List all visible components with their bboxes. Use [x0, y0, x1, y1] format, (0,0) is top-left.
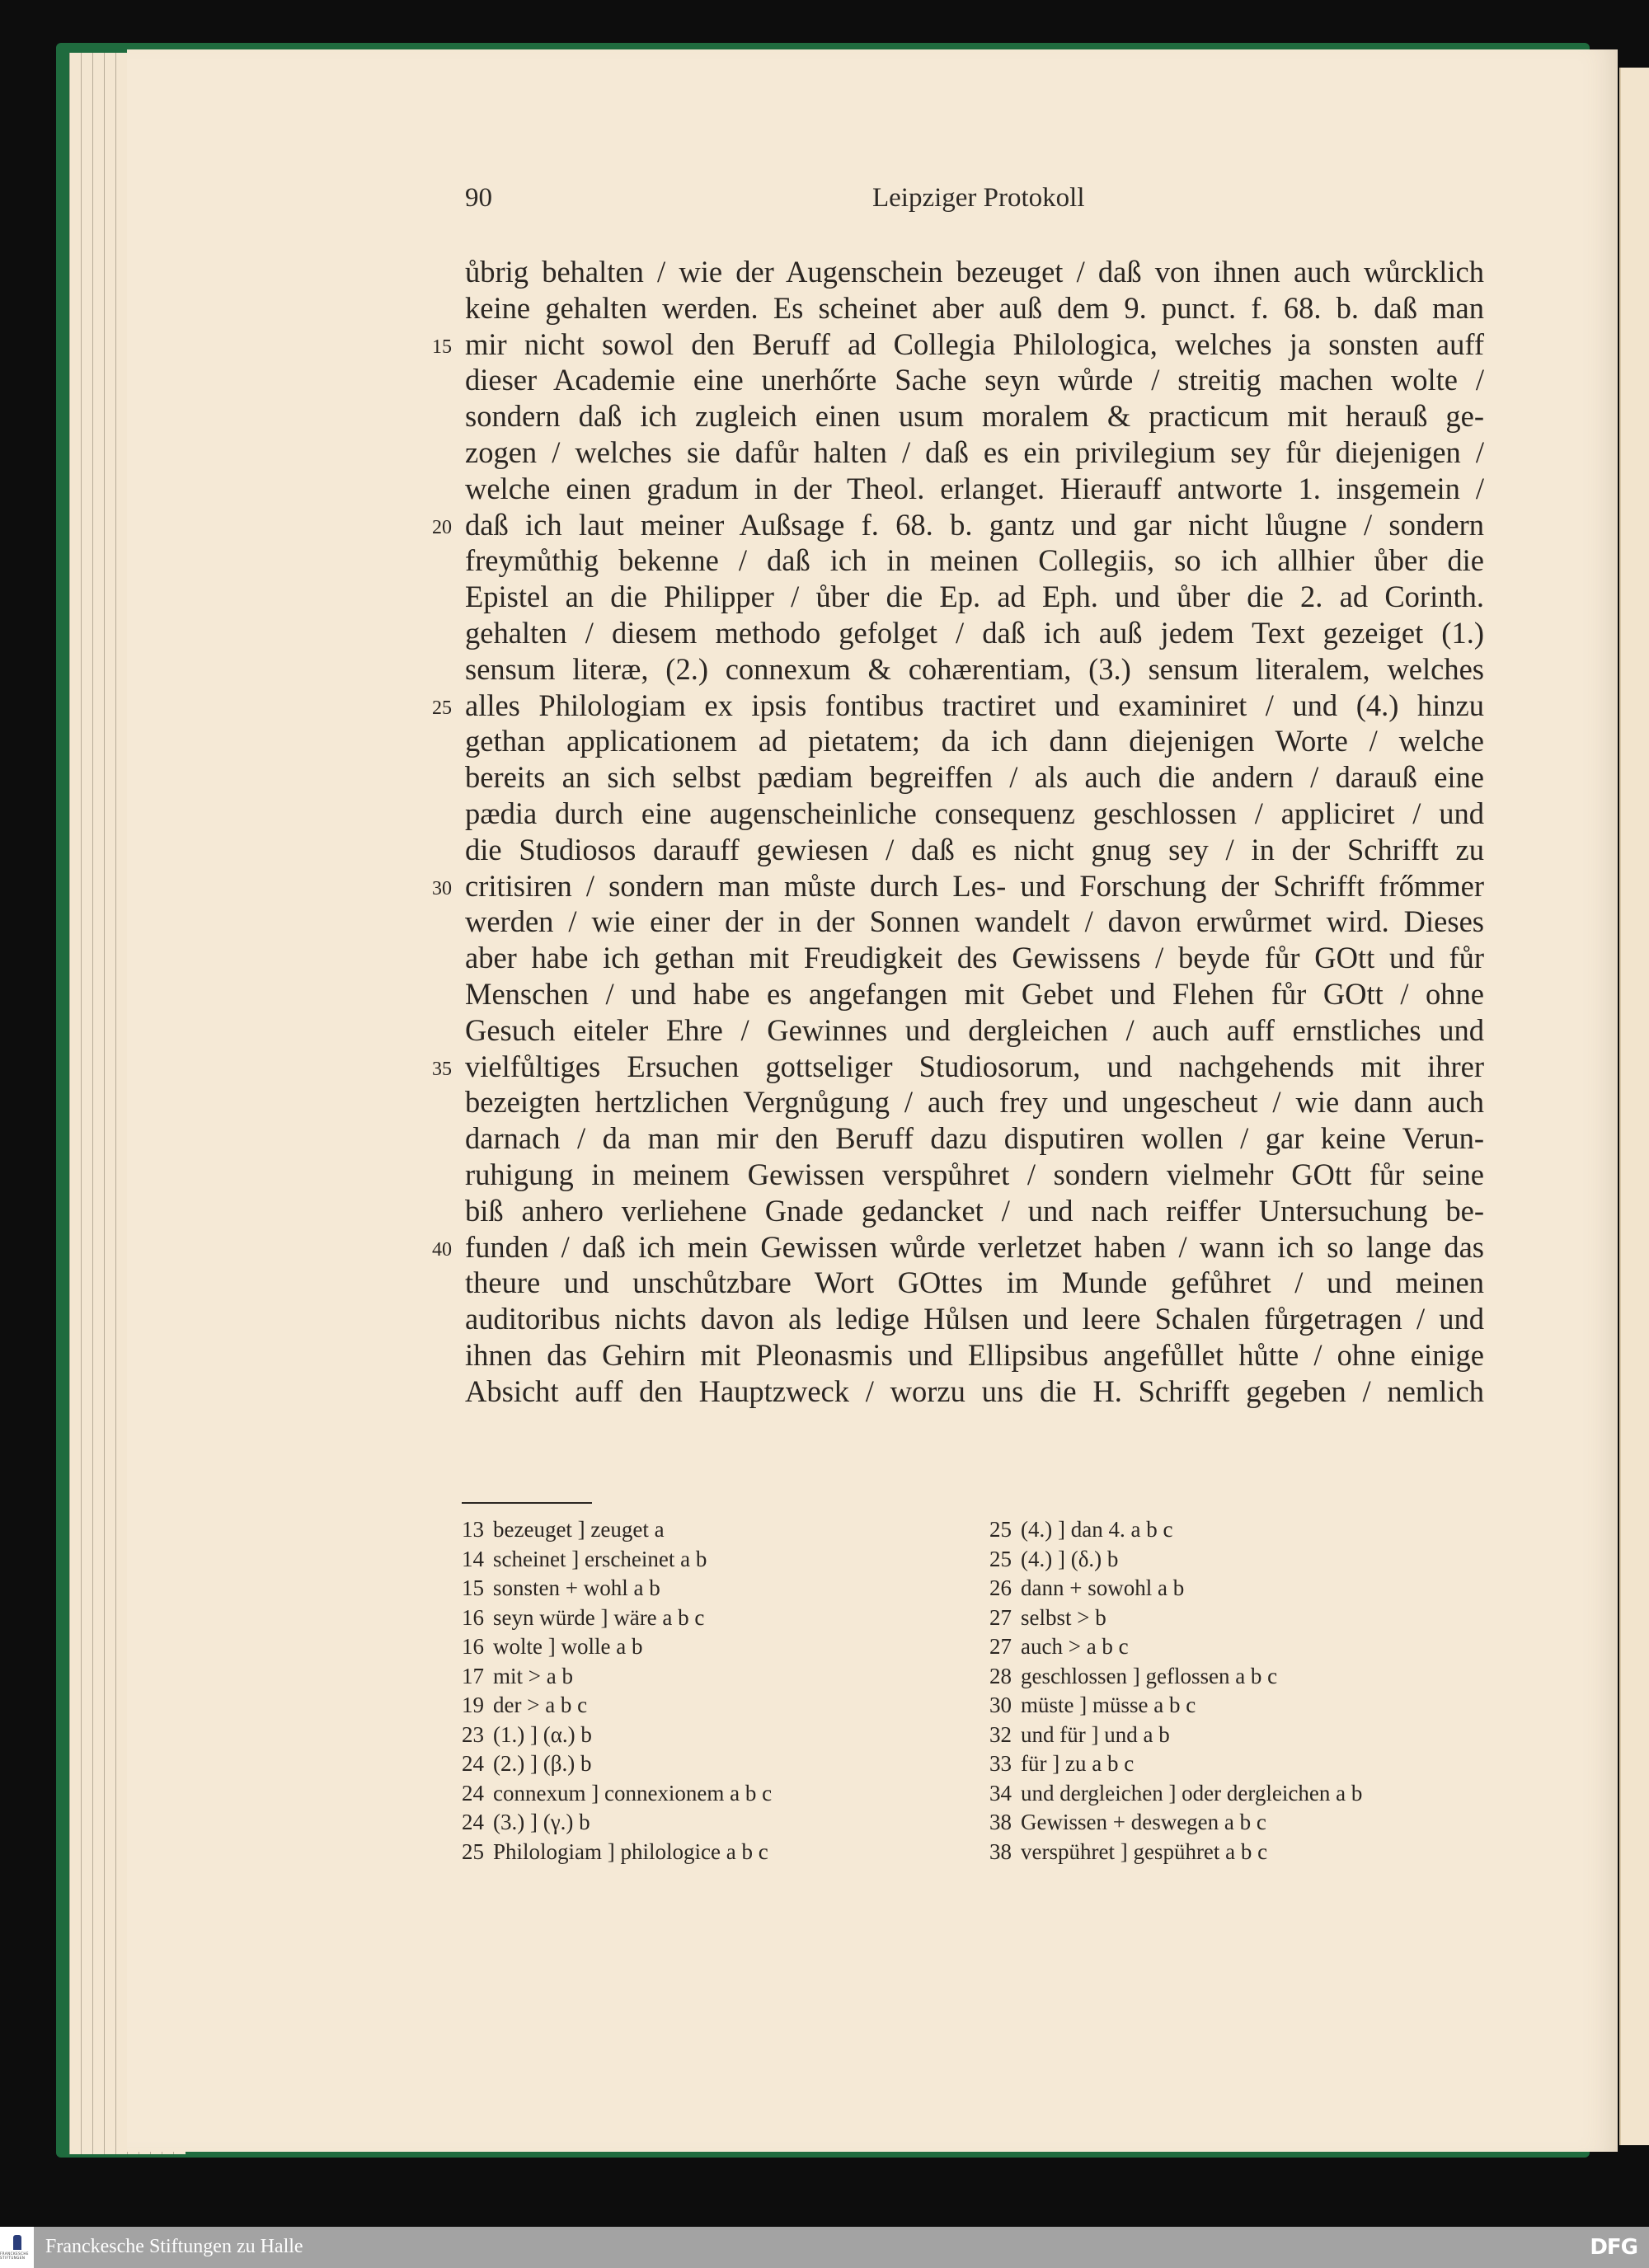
apparatus-reading: seyn würde ] wäre a b c [493, 1604, 705, 1630]
apparatus-reading: scheinet ] erscheinet a b [493, 1546, 707, 1571]
apparatus-line-ref: 28 [989, 1663, 1012, 1688]
critical-apparatus-left [462, 1515, 772, 1867]
text-line [465, 1193, 1484, 1229]
text-line [465, 1301, 1484, 1337]
line-text: bereits an sich selbst pædiam begreiffen / als auch die andern / darauß eine [465, 760, 1484, 795]
apparatus-reading: (1.) ] (α.) b [493, 1721, 592, 1747]
facing-page-edge [1619, 68, 1649, 2145]
page-number: 90 [465, 183, 492, 213]
apparatus-entry [989, 1574, 1362, 1604]
apparatus-entry [989, 1779, 1362, 1809]
apparatus-entry [462, 1721, 772, 1750]
text-line [465, 904, 1484, 940]
line-text: keine gehalten werden. Es scheinet aber auß dem 9. punct. f. 68. b. daß man [465, 290, 1484, 325]
apparatus-entry [462, 1779, 772, 1809]
line-number: 35 [432, 1058, 452, 1080]
apparatus-entry [462, 1749, 772, 1779]
apparatus-entry [989, 1721, 1362, 1750]
line-text: sensum literæ, (2.) connexum & cohærentiam, (3.) sensum literalem, welches [465, 651, 1484, 686]
apparatus-entry [989, 1604, 1362, 1633]
apparatus-reading: der > a b c [493, 1693, 588, 1717]
apparatus-reading: (4.) ] (δ.) b [1021, 1546, 1119, 1571]
line-text: theure und unschůtzbare Wort GOttes im Munde gefůhret / und meinen [465, 1265, 1484, 1300]
running-title: Leipziger Protokoll [872, 183, 1085, 213]
text-line [432, 1229, 1484, 1265]
line-text: ihnen das Gehirn mit Pleonasmis und Ellipsibus angefůllet hůtte / ohne einige [465, 1337, 1484, 1372]
text-line [465, 976, 1484, 1012]
apparatus-reading: auch > a b c [1021, 1634, 1129, 1659]
line-text: Gesuch eiteler Ehre / Gewinnes und dergleichen / auch auff ernstliches und [465, 1012, 1484, 1047]
apparatus-reading: wolte ] wolle a b [493, 1634, 643, 1659]
apparatus-reading: für ] zu a b c [1021, 1751, 1135, 1776]
apparatus-entry [462, 1632, 772, 1662]
apparatus-line-ref: 32 [989, 1721, 1012, 1747]
text-line [465, 362, 1484, 398]
apparatus-reading: verspühret ] gespühret a b c [1021, 1838, 1268, 1864]
text-line [465, 832, 1484, 868]
apparatus-line-ref: 13 [462, 1517, 484, 1542]
text-line [465, 471, 1484, 507]
critical-apparatus-right [989, 1515, 1362, 1867]
text-line [465, 615, 1484, 651]
line-text: freymůthig bekenne / daß ich in meinen Collegiis, so ich allhier ůber die [465, 543, 1484, 578]
line-text: pædia durch eine augenscheinliche consequenz geschlossen / appliciret / und [465, 796, 1484, 830]
line-text: Epistel an die Philipper / ůber die Ep. ad Eph. und ůber die 2. ad Corinth. [465, 580, 1484, 614]
apparatus-entry [462, 1604, 772, 1633]
apparatus-entry [989, 1691, 1362, 1721]
apparatus-line-ref: 26 [989, 1575, 1012, 1600]
apparatus-line-ref: 14 [462, 1546, 484, 1571]
text-line [465, 1157, 1484, 1193]
apparatus-line-ref: 33 [989, 1751, 1012, 1776]
line-text: alles Philologiam ex ipsis fontibus tractiret und examiniret / und (4.) hinzu [465, 688, 1484, 722]
apparatus-reading: dann + sowohl a b [1021, 1575, 1185, 1600]
text-line [432, 868, 1484, 904]
apparatus-line-ref: 34 [989, 1780, 1012, 1805]
text-line [465, 1373, 1484, 1410]
text-line [432, 507, 1484, 543]
text-line [465, 1012, 1484, 1049]
text-line [465, 1084, 1484, 1120]
apparatus-reading: connexum ] connexionem a b c [493, 1780, 773, 1805]
text-line [465, 651, 1484, 688]
line-text: sondern daß ich zugleich einen usum moralem & practicum mit herauß ge- [465, 399, 1484, 434]
line-text: critisiren / sondern man můste durch Les- und Forschung der Schrifft frőmmer [465, 868, 1484, 903]
line-number: 25 [432, 697, 452, 719]
footnote-rule [462, 1502, 592, 1504]
line-text: ruhigung in meinem Gewissen verspůhret / sondern vielmehr GOtt fůr seine [465, 1157, 1484, 1191]
apparatus-line-ref: 23 [462, 1721, 484, 1747]
text-line [465, 290, 1484, 326]
text-line [432, 326, 1484, 363]
main-text [432, 254, 1484, 1410]
line-number: 20 [432, 516, 452, 538]
line-text: Absicht auff den Hauptzweck / worzu uns die H. Schrifft gegeben / nemlich [465, 1373, 1484, 1408]
line-number: 40 [432, 1238, 452, 1261]
line-text: welche einen gradum in der Theol. erlanget. Hierauff antworte 1. insgemein / [465, 471, 1484, 505]
apparatus-line-ref: 25 [989, 1517, 1012, 1542]
apparatus-entry [989, 1838, 1362, 1867]
institution-name: Franckesche Stiftungen zu Halle [45, 2236, 303, 2257]
apparatus-entry [989, 1662, 1362, 1692]
apparatus-reading: bezeuget ] zeuget a [493, 1517, 665, 1542]
apparatus-reading: Philologiam ] philologice a b c [493, 1838, 768, 1864]
franckesche-logo-icon: FRANCKESCHE STIFTUNGEN [0, 2227, 34, 2268]
apparatus-line-ref: 16 [462, 1634, 484, 1659]
apparatus-entry [989, 1808, 1362, 1838]
text-line [465, 542, 1484, 579]
line-text: aber habe ich gethan mit Freudigkeit des Gewissens / beyde fůr GOtt und fůr [465, 941, 1484, 975]
apparatus-line-ref: 17 [462, 1663, 484, 1688]
apparatus-reading: (3.) ] (γ.) b [493, 1810, 590, 1834]
apparatus-reading: und für ] und a b [1021, 1721, 1170, 1747]
line-text: gehalten / diesem methodo gefolget / daß ich auß jedem Text gezeiget (1.) [465, 615, 1484, 650]
apparatus-entry [462, 1574, 772, 1604]
apparatus-line-ref: 27 [989, 1604, 1012, 1630]
apparatus-entry [989, 1632, 1362, 1662]
apparatus-line-ref: 16 [462, 1604, 484, 1630]
apparatus-line-ref: 27 [989, 1634, 1012, 1659]
text-line [465, 1337, 1484, 1373]
apparatus-reading: (2.) ] (β.) b [493, 1751, 592, 1776]
apparatus-entry [989, 1545, 1362, 1575]
apparatus-line-ref: 19 [462, 1693, 484, 1717]
apparatus-line-ref: 24 [462, 1780, 484, 1805]
apparatus-entry [462, 1662, 772, 1692]
footer-bar [0, 2227, 1649, 2268]
line-text: darnach / da man mir den Beruff dazu disputiren wollen / gar keine Verun- [465, 1121, 1484, 1156]
apparatus-line-ref: 30 [989, 1693, 1012, 1717]
apparatus-entry [989, 1515, 1362, 1545]
text-line [432, 688, 1484, 724]
apparatus-reading: und dergleichen ] oder dergleichen a b [1021, 1780, 1363, 1805]
apparatus-reading: müste ] müsse a b c [1021, 1693, 1196, 1717]
text-line [465, 398, 1484, 434]
text-line [465, 759, 1484, 796]
apparatus-reading: Gewissen + deswegen a b c [1021, 1810, 1266, 1834]
text-line [465, 940, 1484, 976]
apparatus-reading: selbst > b [1021, 1604, 1106, 1630]
text-line [465, 579, 1484, 615]
line-text: vielfůltiges Ersuchen gottseliger Studiosorum, und nachgehends mit ihrer [465, 1049, 1484, 1083]
line-text: biß anhero verliehene Gnade gedancket / und nach reiffer Untersuchung be- [465, 1193, 1484, 1228]
apparatus-reading: (4.) ] dan 4. a b c [1021, 1517, 1173, 1542]
text-line [465, 796, 1484, 832]
apparatus-reading: mit > a b [493, 1663, 573, 1688]
apparatus-entry [462, 1838, 772, 1867]
text-line [465, 434, 1484, 471]
line-text: Menschen / und habe es angefangen mit Gebet und Flehen fůr GOtt / ohne [465, 976, 1484, 1011]
apparatus-entry [462, 1808, 772, 1838]
text-line [465, 1265, 1484, 1301]
apparatus-line-ref: 25 [989, 1546, 1012, 1571]
line-text: gethan applicationem ad pietatem; da ich dann diejenigen Worte / welche [465, 724, 1484, 758]
line-text: funden / daß ich mein Gewissen wůrde verletzet haben / wann ich so lange das [465, 1229, 1484, 1264]
apparatus-reading: geschlossen ] geflossen a b c [1021, 1663, 1278, 1688]
apparatus-line-ref: 15 [462, 1575, 484, 1600]
apparatus-line-ref: 38 [989, 1810, 1012, 1834]
line-text: mir nicht sowol den Beruff ad Collegia Philologica, welches ja sonsten auff [465, 326, 1484, 361]
line-text: auditoribus nichts davon als ledige Hůlsen und leere Schalen fůrgetragen / und [465, 1302, 1484, 1336]
line-text: dieser Academie eine unerhőrte Sache seyn wůrde / streitig machen wolte / [465, 363, 1484, 397]
dfg-logo: DFG [1590, 2235, 1637, 2260]
apparatus-line-ref: 25 [462, 1838, 484, 1864]
text-line [432, 1049, 1484, 1085]
line-number: 15 [432, 336, 452, 358]
text-line [465, 254, 1484, 290]
apparatus-line-ref: 24 [462, 1751, 484, 1776]
apparatus-entry [462, 1515, 772, 1545]
line-text: die Studiosos darauff gewiesen / daß es nicht gnug sey / in der Schrifft zu [465, 832, 1484, 866]
line-text: bezeigten hertzlichen Vergnůgung / auch frey und ungescheut / wie dann auch [465, 1085, 1484, 1120]
line-text: ůbrig behalten / wie der Augenschein bezeuget / daß von ihnen auch wůrcklich [465, 255, 1484, 289]
apparatus-line-ref: 38 [989, 1838, 1012, 1864]
line-text: daß ich laut meiner Außsage f. 68. b. gantz und gar nicht lůugne / sondern [465, 507, 1484, 542]
line-text: zogen / welches sie dafůr halten / daß es ein privilegium sey fůr diejenigen / [465, 434, 1484, 469]
apparatus-reading: sonsten + wohl a b [493, 1575, 660, 1600]
line-number: 30 [432, 877, 452, 899]
text-line [465, 723, 1484, 759]
line-text: werden / wie einer der in der Sonnen wandelt / davon erwůrmet wird. Dieses [465, 904, 1484, 939]
apparatus-entry [989, 1749, 1362, 1779]
apparatus-line-ref: 24 [462, 1810, 484, 1834]
apparatus-entry [462, 1545, 772, 1575]
text-line [465, 1120, 1484, 1157]
apparatus-entry [462, 1691, 772, 1721]
